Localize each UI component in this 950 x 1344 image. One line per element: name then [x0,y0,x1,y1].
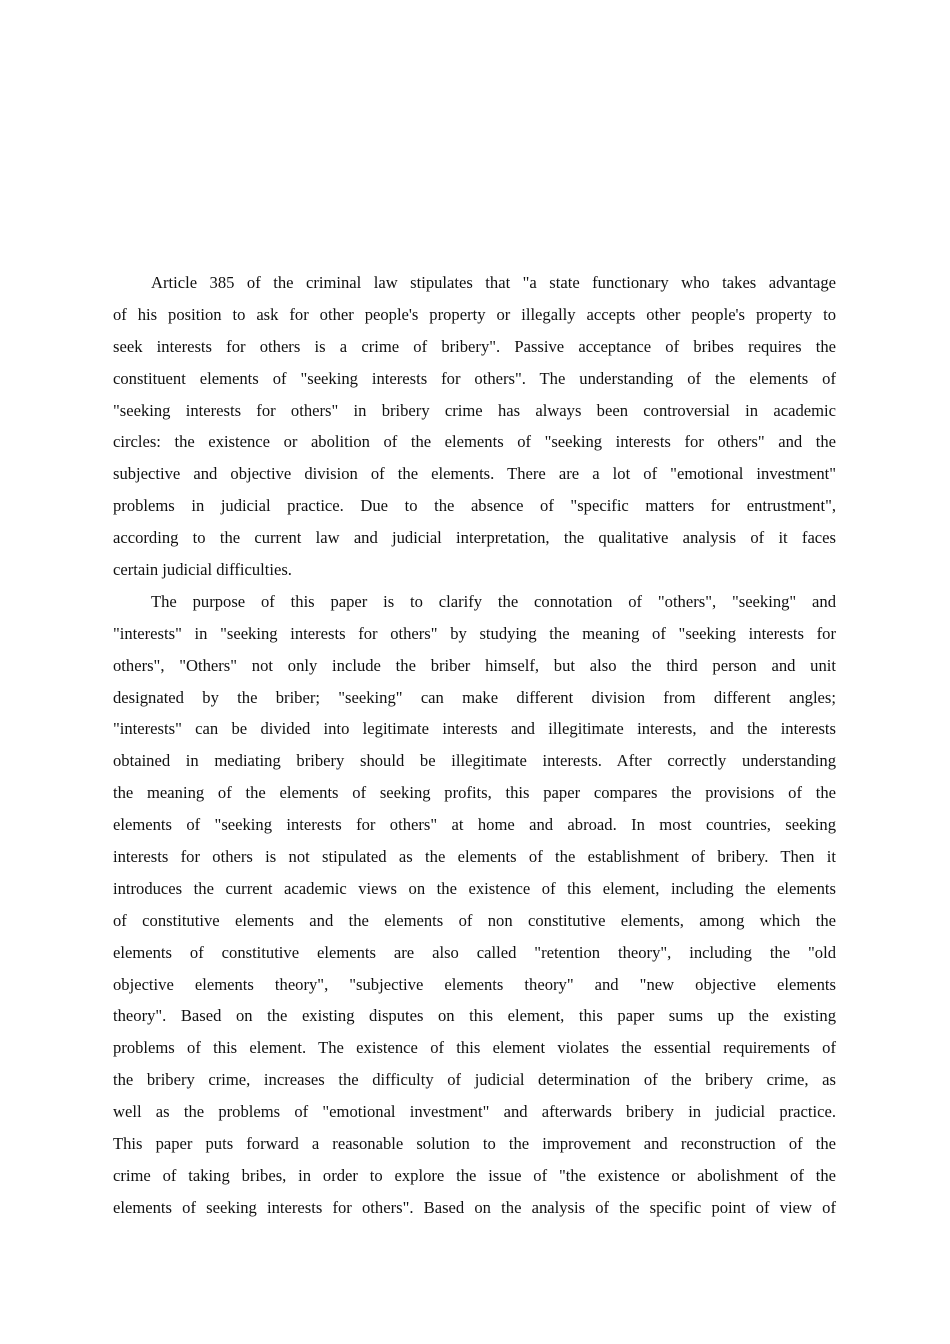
text-line: others", "Others" not only include the briber himself, but also the third person and unit [113,655,836,675]
text-line: seek interests for others is a crime of bribery". Passive acceptance of bribes requires the [113,336,836,356]
text-line: introduces the current academic views on the existence of this element, including the elements [113,878,836,898]
text-line: circles: the existence or abolition of the elements of "seeking interests for others" and the [113,432,836,452]
text-line: This paper puts forward a reasonable solution to the improvement and reconstruction of the [113,1134,836,1154]
text-line: the meaning of the elements of seeking profits, this paper compares the provisions of the [113,783,836,803]
text-line: designated by the briber; "seeking" can make different division from different angles; [113,687,836,707]
text-line: subjective and objective division of the elements. There are a lot of "emotional investment" [113,464,836,484]
text-line: theory". Based on the existing disputes on this element, this paper sums up the existing [113,1006,836,1026]
paragraph [113,267,836,586]
text-line: interests for others is not stipulated as the elements of the establishment of bribery. Then it [113,847,836,867]
text-line: elements of constitutive elements are also called "retention theory", including the "old [113,942,836,962]
text-line: elements of seeking interests for others". Based on the analysis of the specific point of view of [113,1197,836,1217]
text-line: The purpose of this paper is to clarify the connotation of "others", "seeking" and [151,591,836,611]
text-line: according to the current law and judicial interpretation, the qualitative analysis of it faces [113,528,836,548]
text-line: obtained in mediating bribery should be illegitimate interests. After correctly understanding [113,751,836,771]
text-line: constituent elements of "seeking interests for others". The understanding of the elements of [113,368,836,388]
text-line: elements of "seeking interests for others" at home and abroad. In most countries, seeking [113,815,836,835]
text-line: problems in judicial practice. Due to the absence of "specific matters for entrustment", [113,496,836,516]
text-line: the bribery crime, increases the difficulty of judicial determination of the bribery crime, as [113,1070,836,1090]
text-line: crime of taking bribes, in order to explore the issue of "the existence or abolishment of the [113,1165,836,1185]
text-line: objective elements theory", "subjective elements theory" and "new objective elements [113,974,836,994]
text-line: well as the problems of "emotional investment" and afterwards bribery in judicial practice. [113,1102,836,1122]
paragraph [113,586,836,1224]
text-line: problems of this element. The existence of this element violates the essential requirements of [113,1038,836,1058]
text-line: of constitutive elements and the elements of non constitutive elements, among which the [113,910,836,930]
text-line: certain judicial difficulties. [113,560,292,580]
text-line: of his position to ask for other people's property or illegally accepts other people's property to [113,304,836,324]
document-body [113,267,836,1224]
text-line: "interests" can be divided into legitimate interests and illegitimate interests, and the interests [113,719,836,739]
text-line: "seeking interests for others" in bribery crime has always been controversial in academic [113,400,836,420]
text-line: Article 385 of the criminal law stipulates that "a state functionary who takes advantage [151,273,836,292]
text-line: "interests" in "seeking interests for others" by studying the meaning of "seeking interests for [113,623,836,643]
